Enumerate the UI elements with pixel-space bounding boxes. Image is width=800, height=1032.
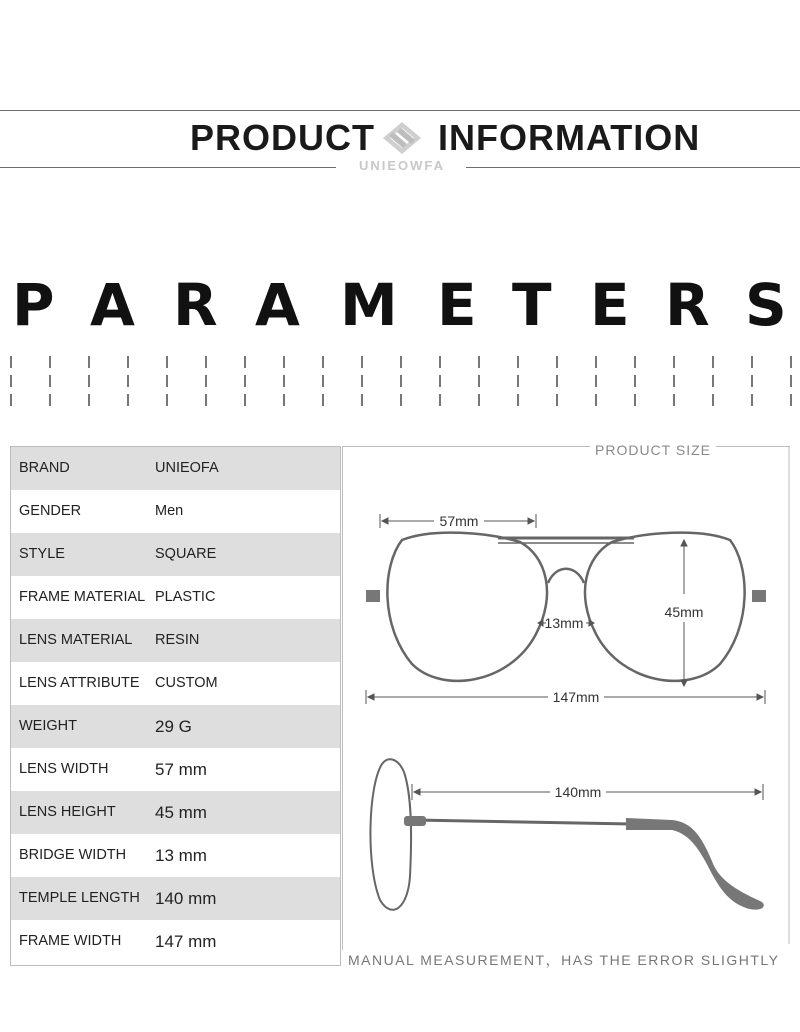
- tick-mark: [127, 375, 129, 387]
- parameter-value: CUSTOM: [155, 675, 218, 691]
- tick-mark: [88, 356, 90, 368]
- lens-height-label: 45mm: [664, 604, 704, 620]
- tick-mark: [751, 394, 753, 406]
- banner-letter: E: [437, 271, 477, 339]
- parameter-row: [11, 791, 340, 834]
- parameter-label: FRAME WIDTH: [19, 933, 122, 949]
- tick-mark: [478, 394, 480, 406]
- parameter-row: [11, 447, 340, 490]
- header-title-right: INFORMATION: [438, 117, 701, 158]
- tick-mark: [673, 375, 675, 387]
- diamond-logo-icon: [381, 120, 423, 156]
- tick-mark: [400, 356, 402, 368]
- banner-letter: E: [590, 271, 630, 339]
- lens-width-label: 57mm: [439, 513, 479, 529]
- parameter-row: [11, 490, 340, 533]
- tick-mark: [673, 394, 675, 406]
- tick-mark: [244, 356, 246, 368]
- tick-mark: [244, 394, 246, 406]
- parameter-value: Men: [155, 503, 184, 519]
- parameter-row: [11, 533, 340, 576]
- tick-mark: [634, 375, 636, 387]
- parameter-row: [11, 662, 340, 705]
- banner-letter: A: [255, 271, 300, 339]
- banner-letter: M: [340, 271, 398, 339]
- parameter-label: GENDER: [19, 503, 82, 519]
- parameter-label: LENS ATTRIBUTE: [19, 675, 140, 691]
- parameter-label: FRAME MATERIAL: [19, 589, 146, 605]
- parameter-label: LENS MATERIAL: [19, 632, 133, 648]
- tick-mark: [361, 394, 363, 406]
- header-title-left: PRODUCT: [190, 117, 375, 158]
- parameter-value: 29 G: [155, 717, 192, 736]
- tick-mark: [556, 375, 558, 387]
- tick-mark: [478, 375, 480, 387]
- side-hinge: [404, 816, 426, 826]
- tick-mark: [205, 394, 207, 406]
- tick-mark: [322, 356, 324, 368]
- tick-mark: [400, 394, 402, 406]
- tick-mark: [244, 375, 246, 387]
- parameter-value: 140 mm: [155, 889, 217, 908]
- glasses-diagram: [342, 446, 790, 966]
- measurement-footnote: MANUAL MEASUREMENT，HAS THE ERROR SLIGHTLY: [348, 952, 780, 968]
- tick-mark: [322, 375, 324, 387]
- tick-mark: [10, 356, 12, 368]
- tick-mark: [127, 394, 129, 406]
- parameter-value: 147 mm: [155, 932, 217, 951]
- parameter-row: [11, 619, 340, 662]
- tick-mark: [634, 394, 636, 406]
- side-view-glasses: [370, 759, 632, 909]
- tick-mark: [751, 375, 753, 387]
- product-size-panel: [342, 446, 790, 966]
- tick-mark: [88, 394, 90, 406]
- parameter-row: [11, 877, 340, 920]
- parameter-value: RESIN: [155, 632, 200, 648]
- banner-letter: A: [90, 271, 135, 339]
- parameter-label: BRAND: [19, 460, 70, 476]
- tick-mark: [166, 394, 168, 406]
- tick-mark: [10, 375, 12, 387]
- parameter-label: WEIGHT: [19, 718, 77, 734]
- parameter-row: [11, 576, 340, 619]
- banner-letter: R: [173, 271, 218, 339]
- parameter-row: [11, 748, 340, 791]
- tick-mark: [751, 356, 753, 368]
- parameters-banner: [0, 270, 800, 340]
- tick-mark: [790, 394, 792, 406]
- tick-mark: [439, 375, 441, 387]
- parameter-value: 45 mm: [155, 803, 207, 822]
- tick-mark: [517, 394, 519, 406]
- temple-length-label: 140mm: [554, 784, 602, 800]
- parameters-table: [10, 446, 341, 966]
- tick-mark: [712, 394, 714, 406]
- tick-mark: [790, 356, 792, 368]
- tick-mark: [790, 375, 792, 387]
- banner-letter: R: [665, 271, 710, 339]
- left-hinge: [366, 590, 380, 602]
- tick-mark: [517, 375, 519, 387]
- tick-mark: [205, 375, 207, 387]
- tick-mark: [478, 356, 480, 368]
- tick-mark: [88, 375, 90, 387]
- header-bottom-rule-right: [466, 167, 800, 168]
- tick-mark: [283, 375, 285, 387]
- tick-mark: [205, 356, 207, 368]
- tick-mark: [283, 356, 285, 368]
- tick-mark: [595, 394, 597, 406]
- parameter-value: UNIEOFA: [155, 460, 219, 476]
- decorative-tick-marks: [0, 356, 800, 408]
- parameter-row: [11, 920, 340, 963]
- tick-mark: [400, 375, 402, 387]
- tick-mark: [49, 394, 51, 406]
- tick-mark: [595, 356, 597, 368]
- parameter-label: LENS HEIGHT: [19, 804, 116, 820]
- parameter-row: [11, 705, 340, 748]
- tick-mark: [439, 394, 441, 406]
- tick-mark: [361, 375, 363, 387]
- parameter-row: [11, 834, 340, 877]
- banner-letter: T: [512, 271, 552, 339]
- tick-mark: [127, 356, 129, 368]
- header-bottom-rule-left: [0, 167, 336, 168]
- tick-mark: [634, 356, 636, 368]
- tick-mark: [712, 375, 714, 387]
- temple-tip: [626, 818, 764, 910]
- brand-subtitle: UNIEOWFA: [340, 158, 464, 174]
- tick-mark: [517, 356, 519, 368]
- product-size-title: PRODUCT SIZE: [590, 440, 716, 460]
- right-hinge: [752, 590, 766, 602]
- parameter-value: SQUARE: [155, 546, 217, 562]
- tick-mark: [556, 394, 558, 406]
- banner-letter: S: [745, 271, 787, 339]
- parameter-label: LENS WIDTH: [19, 761, 109, 777]
- tick-mark: [322, 394, 324, 406]
- parameter-value: 57 mm: [155, 760, 207, 779]
- tick-mark: [166, 356, 168, 368]
- tick-mark: [595, 375, 597, 387]
- tick-mark: [283, 394, 285, 406]
- tick-mark: [10, 394, 12, 406]
- bridge-width-label: 13mm: [544, 615, 584, 631]
- parameter-label: BRIDGE WIDTH: [19, 847, 127, 863]
- header-top-rule: [0, 110, 800, 111]
- parameter-label: STYLE: [19, 546, 65, 562]
- banner-letter: P: [12, 271, 55, 339]
- parameter-value: 13 mm: [155, 846, 207, 865]
- tick-mark: [361, 356, 363, 368]
- tick-mark: [49, 356, 51, 368]
- parameter-value: PLASTIC: [155, 589, 216, 605]
- parameter-label: TEMPLE LENGTH: [19, 890, 140, 906]
- tick-mark: [673, 356, 675, 368]
- tick-mark: [556, 356, 558, 368]
- tick-mark: [166, 375, 168, 387]
- frame-width-label: 147mm: [552, 689, 600, 705]
- tick-mark: [49, 375, 51, 387]
- tick-mark: [712, 356, 714, 368]
- tick-mark: [439, 356, 441, 368]
